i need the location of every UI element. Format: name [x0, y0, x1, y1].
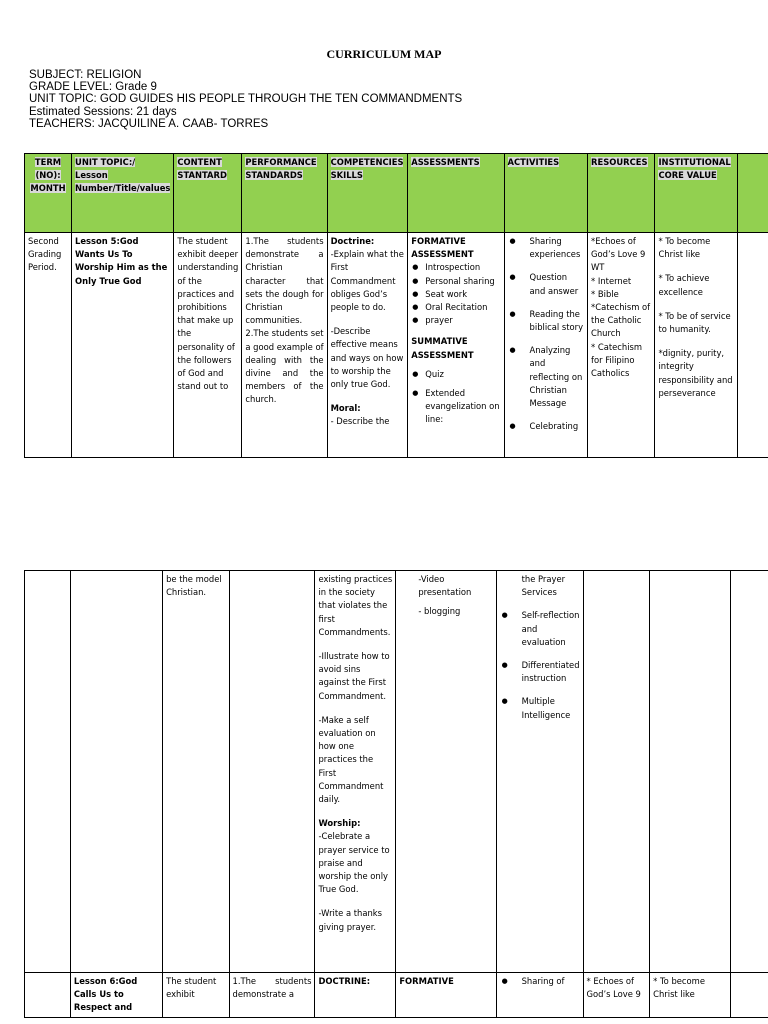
worship-heading: Worship: — [318, 818, 361, 829]
header-assessments — [408, 154, 504, 233]
resource-item: * Internet — [591, 275, 632, 286]
content-standard-cell — [163, 571, 229, 973]
summative-item: ● Quiz — [411, 368, 500, 381]
activities-list — [500, 609, 580, 721]
lesson-5-continued-row — [25, 571, 768, 973]
activity-item: ● Sharing of — [500, 975, 580, 988]
performance-standards-cell — [242, 233, 327, 458]
formative-heading: FORMATIVE — [399, 976, 454, 986]
performance-standards-cell — [229, 571, 315, 973]
resource-item: *Echoes of God’s Love 9 WT — [591, 236, 646, 273]
activity-item: ● Analyzing and reflecting on Christian Message — [508, 344, 584, 410]
extra-cell — [730, 571, 768, 973]
curriculum-table-part-1 — [24, 153, 768, 458]
assessments-cell — [408, 233, 504, 458]
content-standard-cell — [163, 973, 229, 1018]
header-competencies-label: COMPETENCIES SKILLS — [330, 157, 404, 181]
activities-cell — [496, 571, 583, 973]
activity-item: ● Reading the biblical story — [508, 308, 584, 334]
formative-item: ● prayer — [411, 314, 500, 327]
worship-item: -Celebrate a prayer service to praise and worship the only True God. — [318, 831, 390, 895]
competency-item: existing practices in the society that violates the first Commandments. — [318, 574, 393, 637]
assessment-item: -Video presentation — [418, 574, 472, 598]
document-metadata — [29, 69, 462, 130]
header-term-label: TERM (NO): MONTH — [30, 157, 66, 194]
competency-item: -Make a self evaluation on how one practices the First Commandment daily. — [318, 714, 384, 805]
formative-list — [411, 261, 500, 327]
core-value-cell — [655, 233, 738, 458]
activities-list — [508, 235, 584, 433]
header-activities — [504, 154, 587, 233]
performance-standards-cell — [229, 973, 315, 1018]
core-value-item: * To be of service to humanity. — [658, 310, 731, 335]
competencies-cell — [315, 571, 396, 973]
subject-line: SUBJECT: RELIGION — [29, 69, 142, 81]
header-assessments-label: ASSESSMENTS — [411, 157, 480, 167]
resource-item: * Bible — [591, 288, 619, 299]
doctrine-item-1: -Explain what the First Commandment obliges God’s people to do. — [330, 249, 404, 313]
core-value-cell — [650, 571, 731, 973]
term-cell — [25, 571, 71, 973]
header-term — [25, 154, 72, 233]
doctrine-heading: DOCTRINE: — [318, 976, 371, 986]
core-value-item: * To achieve excellence — [658, 273, 710, 297]
formative-heading: FORMATIVE ASSESSMENT — [411, 236, 474, 260]
moral-heading: Moral: — [330, 403, 361, 414]
header-unit-topic-label: UNIT TOPIC:/ Lesson Number/Title/values — [75, 157, 171, 194]
content-standard-text: be the model Christian. — [166, 574, 222, 598]
header-competencies — [327, 154, 408, 233]
competencies-cell — [327, 233, 408, 458]
activities-cell — [504, 233, 587, 458]
content-standard-text: The student exhibit deeper understanding of the practices and prohibitions that make up the personality of the followers of God and stand out to — [177, 236, 239, 392]
assessment-item: - blogging — [418, 606, 461, 617]
assessments-cell — [396, 571, 496, 973]
extra-cell — [738, 233, 768, 458]
performance-standard-2: 2.The students set a good example of dealing with the divine and the members of the church. — [245, 328, 324, 405]
worship-item: -Write a thanks giving prayer. — [318, 908, 382, 932]
core-value-item: * To become Christ like — [658, 236, 711, 260]
activity-item: ● Celebrating — [508, 420, 584, 433]
lesson-5-row — [25, 233, 768, 458]
lesson-title: Lesson 6:God Calls Us to Respect and — [73, 976, 138, 1013]
header-core-value — [655, 154, 738, 233]
doctrine-heading: Doctrine: — [330, 236, 375, 246]
resources-cell — [583, 973, 650, 1018]
header-content-standard — [174, 154, 242, 233]
competencies-cell — [315, 973, 396, 1018]
activities-list — [500, 975, 580, 988]
assessments-cell — [396, 973, 496, 1018]
term-value: Second Grading Period. — [28, 236, 62, 273]
header-row — [25, 154, 768, 233]
summative-item: ● Extended evangelization on line: — [411, 387, 500, 427]
activity-item-continued: the Prayer Services — [521, 574, 566, 598]
term-cell — [25, 973, 71, 1018]
grade-level-line: GRADE LEVEL: Grade 9 — [29, 81, 157, 94]
content-standard-text: The student exhibit — [166, 976, 217, 1000]
resources-cell — [583, 571, 650, 973]
lesson-title: Lesson 5:God Wants Us To Worship Him as the Only True God — [75, 236, 168, 286]
core-value-item: * To become Christ like — [653, 976, 705, 1000]
header-core-value-label: INSTITUTIONAL CORE VALUE — [658, 157, 731, 181]
term-cell — [25, 233, 72, 458]
header-resources — [588, 154, 655, 233]
activities-cell — [496, 973, 583, 1018]
activity-item: ● Self-reflection and evaluation — [500, 609, 580, 649]
formative-item: ● Oral Recitation — [411, 301, 500, 314]
header-unit-topic — [72, 154, 174, 233]
lesson-cell — [72, 233, 174, 458]
activity-item: ● Multiple Intelligence — [500, 695, 580, 721]
curriculum-table-part-2 — [24, 570, 768, 1018]
document-title: CURRICULUM MAP — [326, 47, 442, 61]
core-value-cell — [650, 973, 731, 1018]
core-value-item: *dignity, purity, integrity responsibility and perseverance — [658, 348, 733, 398]
activity-item: ● Question and answer — [508, 271, 584, 297]
resource-item: * Catechism for Filipino Catholics — [591, 341, 643, 379]
formative-item: ● Seat work — [411, 288, 500, 301]
performance-standard-1: 1.The students demonstrate a Christian character that sets the dough for Christian communities. — [245, 236, 324, 326]
header-content-standard-label: CONTENT STANTARD — [177, 157, 227, 181]
moral-item: - Describe the — [330, 416, 390, 427]
unit-topic-line: UNIT TOPIC: GOD GUIDES HIS PEOPLE THROUGH THE TEN COMMANDMENTS — [29, 93, 463, 106]
formative-item: ● Introspection — [411, 261, 500, 274]
summative-list — [411, 368, 500, 427]
competency-item: -Illustrate how to avoid sins against the First Commandment. — [318, 651, 390, 701]
activity-item: ● Sharing experiences — [508, 235, 584, 261]
extra-cell — [730, 973, 768, 1018]
performance-standard-1: 1.The students demonstrate a — [232, 976, 312, 1000]
header-performance-standards-label: PERFORMANCE STANDARDS — [245, 157, 317, 181]
teachers-line: TEACHERS: JACQUILINE A. CAAB- TORRES — [29, 117, 269, 130]
estimated-sessions-line: Estimated Sessions: 21 days — [29, 105, 177, 118]
activity-item: ● Differentiated instruction — [500, 659, 580, 685]
resource-item: *Catechism of the Catholic Church — [591, 302, 651, 339]
lesson-cell — [70, 571, 162, 973]
resources-cell — [588, 233, 655, 458]
doctrine-item-2: -Describe effective means and ways on how to worship the only true God. — [330, 326, 404, 390]
header-resources-label: RESOURCES — [591, 157, 648, 167]
formative-item: ● Personal sharing — [411, 275, 500, 288]
header-performance-standards — [242, 154, 327, 233]
header-extra-column — [738, 154, 768, 233]
resource-item: * Echoes of God’s Love 9 — [586, 976, 641, 1000]
lesson-cell — [70, 973, 162, 1018]
header-activities-label: ACTIVITIES — [507, 157, 560, 167]
lesson-6-row — [25, 973, 768, 1018]
summative-heading: SUMMATIVE ASSESSMENT — [411, 336, 474, 360]
content-standard-cell — [174, 233, 242, 458]
